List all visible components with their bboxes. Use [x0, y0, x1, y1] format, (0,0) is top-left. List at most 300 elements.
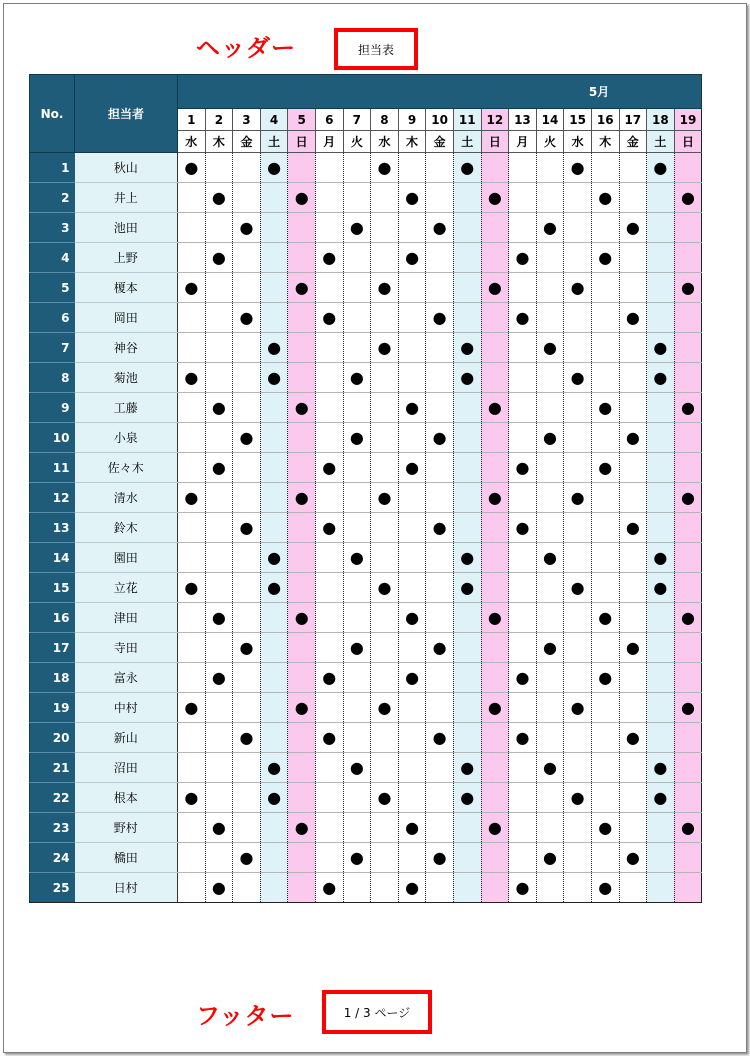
schedule-cell	[398, 783, 426, 813]
assignment-mark: ●	[570, 487, 585, 507]
schedule-cell	[343, 543, 371, 573]
schedule-cell	[288, 843, 316, 873]
schedule-cell	[453, 723, 481, 753]
schedule-cell	[233, 723, 261, 753]
schedule-cell	[178, 603, 206, 633]
schedule-cell	[647, 633, 675, 663]
schedule-cell	[233, 633, 261, 663]
table-row	[30, 513, 702, 543]
assignee-name: 菊池	[75, 363, 178, 393]
row-number: 25	[30, 873, 75, 903]
schedule-cell	[205, 453, 233, 483]
schedule-cell	[647, 753, 675, 783]
schedule-cell	[233, 573, 261, 603]
assignment-mark: ●	[405, 187, 420, 207]
schedule-cell	[315, 183, 343, 213]
schedule-cell	[674, 723, 702, 753]
schedule-cell	[233, 513, 261, 543]
schedule-cell	[371, 753, 399, 783]
schedule-cell	[398, 693, 426, 723]
assignment-mark: ●	[239, 427, 254, 447]
assignment-mark: ●	[267, 157, 282, 177]
schedule-cell	[288, 213, 316, 243]
weekday-header: 土	[647, 131, 675, 153]
assignment-mark: ●	[267, 787, 282, 807]
footer-text: 1 / 3 ページ	[343, 1005, 411, 1020]
schedule-cell	[647, 543, 675, 573]
schedule-cell	[288, 333, 316, 363]
row-number: 1	[30, 153, 75, 183]
assignment-mark: ●	[543, 217, 557, 237]
schedule-cell	[343, 783, 371, 813]
schedule-cell	[288, 183, 316, 213]
row-number: 4	[30, 243, 75, 273]
schedule-cell	[260, 663, 288, 693]
schedule-cell	[647, 783, 675, 813]
schedule-cell	[288, 783, 316, 813]
assignment-mark: ●	[294, 817, 309, 837]
schedule-cell	[481, 843, 509, 873]
table-row	[30, 273, 702, 303]
assignment-mark: ●	[598, 187, 613, 207]
schedule-cell	[647, 183, 675, 213]
assignment-mark: ●	[349, 757, 364, 777]
assignment-mark: ●	[598, 667, 613, 687]
schedule-cell	[343, 183, 371, 213]
assignment-mark: ●	[432, 427, 447, 447]
schedule-cell	[398, 303, 426, 333]
schedule-cell	[260, 573, 288, 603]
assignment-mark: ●	[681, 277, 695, 297]
assignee-name: 新山	[75, 723, 178, 753]
schedule-cell	[260, 213, 288, 243]
schedule-cell	[233, 753, 261, 783]
schedule-cell	[260, 783, 288, 813]
assignment-mark: ●	[487, 277, 502, 297]
schedule-cell	[260, 363, 288, 393]
schedule-cell	[288, 423, 316, 453]
schedule-cell	[398, 573, 426, 603]
schedule-cell	[674, 573, 702, 603]
weekday-header: 日	[481, 131, 509, 153]
schedule-cell	[426, 753, 454, 783]
schedule-cell	[315, 513, 343, 543]
schedule-cell	[674, 243, 702, 273]
schedule-cell	[315, 723, 343, 753]
schedule-cell	[647, 453, 675, 483]
schedule-cell	[564, 303, 592, 333]
assignment-mark: ●	[184, 577, 199, 597]
row-number: 2	[30, 183, 75, 213]
schedule-cell	[509, 693, 537, 723]
schedule-cell	[647, 303, 675, 333]
schedule-cell	[288, 813, 316, 843]
row-number: 14	[30, 543, 75, 573]
assignment-mark: ●	[543, 427, 557, 447]
schedule-cell	[564, 723, 592, 753]
row-number: 9	[30, 393, 75, 423]
schedule-cell	[591, 483, 619, 513]
row-number: 3	[30, 213, 75, 243]
schedule-cell	[426, 693, 454, 723]
schedule-cell	[426, 153, 454, 183]
schedule-cell	[647, 663, 675, 693]
schedule-cell	[315, 813, 343, 843]
schedule-cell	[674, 543, 702, 573]
schedule-cell	[591, 573, 619, 603]
row-number: 23	[30, 813, 75, 843]
schedule-cell	[536, 213, 564, 243]
schedule-cell	[674, 363, 702, 393]
schedule-cell	[315, 333, 343, 363]
day-number-header: 5	[288, 109, 316, 131]
schedule-cell	[178, 363, 206, 393]
weekday-header: 土	[260, 131, 288, 153]
schedule-cell	[260, 483, 288, 513]
assignment-mark: ●	[377, 337, 392, 357]
schedule-cell	[205, 813, 233, 843]
schedule-cell	[315, 243, 343, 273]
schedule-cell	[481, 393, 509, 423]
schedule-cell	[564, 423, 592, 453]
schedule-cell	[619, 603, 647, 633]
schedule-cell	[536, 153, 564, 183]
assignee-name: 鈴木	[75, 513, 178, 543]
row-number: 22	[30, 783, 75, 813]
assignment-mark: ●	[211, 187, 226, 207]
schedule-cell	[371, 813, 399, 843]
schedule-cell	[343, 483, 371, 513]
day-number-header: 7	[343, 109, 371, 131]
schedule-cell	[426, 483, 454, 513]
schedule-cell	[674, 213, 702, 243]
weekday-header: 日	[288, 131, 316, 153]
assignee-name: 日村	[75, 873, 178, 903]
schedule-cell	[481, 333, 509, 363]
schedule-cell	[647, 483, 675, 513]
schedule-cell	[509, 513, 537, 543]
assignee-name: 野村	[75, 813, 178, 843]
schedule-cell	[453, 423, 481, 453]
assignment-mark: ●	[625, 517, 640, 537]
schedule-cell	[591, 333, 619, 363]
schedule-cell	[371, 543, 399, 573]
schedule-cell	[398, 243, 426, 273]
schedule-cell	[591, 453, 619, 483]
schedule-cell	[509, 483, 537, 513]
schedule-cell	[536, 603, 564, 633]
schedule-cell	[315, 393, 343, 423]
assignment-mark: ●	[184, 787, 199, 807]
schedule-cell	[619, 363, 647, 393]
schedule-cell	[674, 813, 702, 843]
schedule-cell	[536, 663, 564, 693]
schedule-cell	[591, 273, 619, 303]
schedule-cell	[178, 723, 206, 753]
assignment-mark: ●	[405, 607, 420, 627]
footer-callout-label: フッター	[196, 1002, 295, 1030]
assignment-mark: ●	[625, 307, 640, 327]
row-number: 24	[30, 843, 75, 873]
schedule-cell	[315, 693, 343, 723]
schedule-cell	[371, 153, 399, 183]
schedule-cell	[343, 873, 371, 903]
schedule-cell	[453, 663, 481, 693]
assignment-mark: ●	[349, 547, 364, 567]
schedule-cell	[205, 273, 233, 303]
schedule-cell	[288, 663, 316, 693]
assignment-mark: ●	[184, 157, 199, 177]
assignment-mark: ●	[598, 877, 613, 897]
schedule-cell	[426, 243, 454, 273]
schedule-cell	[343, 813, 371, 843]
table-row	[30, 843, 702, 873]
schedule-cell	[481, 663, 509, 693]
schedule-cell	[564, 483, 592, 513]
schedule-cell	[398, 633, 426, 663]
schedule-cell	[371, 453, 399, 483]
schedule-cell	[564, 813, 592, 843]
assignment-mark: ●	[543, 337, 557, 357]
schedule-cell	[426, 873, 454, 903]
schedule-cell	[205, 393, 233, 423]
row-number: 5	[30, 273, 75, 303]
schedule-cell	[591, 543, 619, 573]
schedule-cell	[288, 453, 316, 483]
schedule-cell	[509, 333, 537, 363]
assignment-mark: ●	[211, 397, 226, 417]
assignment-mark: ●	[377, 277, 392, 297]
schedule-cell	[481, 273, 509, 303]
assignment-mark: ●	[239, 847, 254, 867]
assignee-name: 上野	[75, 243, 178, 273]
schedule-cell	[426, 603, 454, 633]
table-row	[30, 153, 702, 183]
schedule-cell	[591, 213, 619, 243]
weekday-header: 月	[509, 131, 537, 153]
schedule-cell	[315, 873, 343, 903]
schedule-cell	[233, 783, 261, 813]
schedule-cell	[343, 333, 371, 363]
schedule-cell	[398, 183, 426, 213]
table-row	[30, 363, 702, 393]
schedule-cell	[233, 543, 261, 573]
schedule-cell	[371, 483, 399, 513]
schedule-cell	[426, 723, 454, 753]
schedule-cell	[205, 873, 233, 903]
schedule-cell	[343, 303, 371, 333]
schedule-cell	[371, 303, 399, 333]
header-callout-label: ヘッダー	[196, 34, 296, 62]
schedule-cell	[260, 303, 288, 333]
schedule-cell	[260, 633, 288, 663]
assignment-mark: ●	[239, 727, 254, 747]
schedule-cell	[205, 783, 233, 813]
row-number: 7	[30, 333, 75, 363]
assignment-mark: ●	[515, 247, 530, 267]
schedule-cell	[288, 483, 316, 513]
table-row	[30, 663, 702, 693]
assignment-mark: ●	[653, 757, 668, 777]
schedule-cell	[509, 243, 537, 273]
assignment-mark: ●	[625, 847, 640, 867]
schedule-cell	[564, 513, 592, 543]
schedule-cell	[398, 363, 426, 393]
schedule-cell	[481, 753, 509, 783]
schedule-cell	[453, 693, 481, 723]
assignment-mark: ●	[377, 787, 392, 807]
assignment-mark: ●	[681, 187, 695, 207]
assignment-mark: ●	[405, 667, 420, 687]
schedule-cell	[178, 453, 206, 483]
schedule-cell	[509, 813, 537, 843]
schedule-cell	[315, 153, 343, 183]
schedule-cell	[509, 393, 537, 423]
weekday-header: 木	[205, 131, 233, 153]
schedule-cell	[591, 513, 619, 543]
schedule-cell	[260, 273, 288, 303]
schedule-cell	[371, 693, 399, 723]
schedule-cell	[647, 513, 675, 543]
schedule-cell	[564, 363, 592, 393]
day-number-header: 19	[674, 109, 702, 131]
schedule-cell	[178, 213, 206, 243]
schedule-cell	[205, 423, 233, 453]
assignment-mark: ●	[653, 787, 668, 807]
schedule-cell	[398, 483, 426, 513]
schedule-cell	[260, 543, 288, 573]
schedule-cell	[315, 423, 343, 453]
schedule-cell	[371, 333, 399, 363]
day-number-header: 16	[591, 109, 619, 131]
schedule-cell	[509, 363, 537, 393]
schedule-cell	[233, 663, 261, 693]
schedule-cell	[481, 153, 509, 183]
schedule-cell	[398, 873, 426, 903]
schedule-table	[29, 74, 702, 903]
assignment-mark: ●	[515, 667, 530, 687]
weekday-header: 水	[178, 131, 206, 153]
schedule-cell	[564, 183, 592, 213]
schedule-cell	[674, 663, 702, 693]
schedule-cell	[426, 213, 454, 243]
schedule-cell	[619, 723, 647, 753]
schedule-cell	[315, 633, 343, 663]
schedule-cell	[260, 153, 288, 183]
schedule-cell	[509, 423, 537, 453]
assignment-mark: ●	[294, 487, 309, 507]
schedule-cell	[178, 783, 206, 813]
schedule-cell	[564, 693, 592, 723]
schedule-cell	[564, 633, 592, 663]
assignee-name: 沼田	[75, 753, 178, 783]
schedule-cell	[178, 573, 206, 603]
schedule-cell	[536, 183, 564, 213]
assignment-mark: ●	[570, 277, 585, 297]
schedule-cell	[481, 783, 509, 813]
table-row	[30, 693, 702, 723]
assignment-mark: ●	[432, 307, 447, 327]
schedule-cell	[178, 333, 206, 363]
schedule-cell	[260, 183, 288, 213]
assignment-mark: ●	[653, 577, 668, 597]
table-row	[30, 393, 702, 423]
schedule-cell	[398, 393, 426, 423]
day-number-header: 3	[233, 109, 261, 131]
schedule-cell	[481, 243, 509, 273]
assignment-mark: ●	[349, 217, 364, 237]
schedule-cell	[426, 453, 454, 483]
assignment-mark: ●	[515, 307, 530, 327]
schedule-cell	[619, 423, 647, 453]
assignee-name: 榎本	[75, 273, 178, 303]
schedule-cell	[481, 633, 509, 663]
schedule-cell	[481, 873, 509, 903]
schedule-cell	[453, 513, 481, 543]
schedule-cell	[343, 753, 371, 783]
schedule-cell	[288, 363, 316, 393]
schedule-cell	[398, 543, 426, 573]
assignment-mark: ●	[432, 847, 447, 867]
schedule-cell	[178, 483, 206, 513]
schedule-cell	[371, 663, 399, 693]
schedule-cell	[591, 723, 619, 753]
assignment-mark: ●	[598, 247, 613, 267]
assignment-mark: ●	[625, 427, 640, 447]
schedule-cell	[178, 513, 206, 543]
schedule-cell	[536, 693, 564, 723]
schedule-cell	[564, 573, 592, 603]
row-number: 13	[30, 513, 75, 543]
assignment-mark: ●	[543, 547, 557, 567]
assignment-mark: ●	[349, 847, 364, 867]
assignment-mark: ●	[267, 547, 282, 567]
schedule-cell	[674, 783, 702, 813]
assignment-mark: ●	[184, 487, 199, 507]
assignment-mark: ●	[681, 397, 695, 417]
schedule-cell	[178, 153, 206, 183]
schedule-cell	[398, 813, 426, 843]
schedule-cell	[398, 423, 426, 453]
schedule-cell	[343, 693, 371, 723]
table-row	[30, 453, 702, 483]
schedule-cell	[260, 423, 288, 453]
schedule-cell	[205, 603, 233, 633]
schedule-cell	[453, 483, 481, 513]
schedule-cell	[481, 603, 509, 633]
schedule-cell	[178, 663, 206, 693]
schedule-cell	[564, 663, 592, 693]
assignment-mark: ●	[543, 637, 557, 657]
assignment-mark: ●	[432, 217, 447, 237]
schedule-cell	[371, 723, 399, 753]
schedule-cell	[481, 813, 509, 843]
schedule-cell	[509, 603, 537, 633]
schedule-cell	[481, 693, 509, 723]
schedule-cell	[453, 873, 481, 903]
assignment-mark: ●	[487, 607, 502, 627]
assignee-name: 工藤	[75, 393, 178, 423]
table-row	[30, 573, 702, 603]
schedule-cell	[564, 213, 592, 243]
assignment-mark: ●	[515, 517, 530, 537]
schedule-cell	[343, 843, 371, 873]
assignee-name: 岡田	[75, 303, 178, 333]
weekday-header: 水	[371, 131, 399, 153]
schedule-cell	[233, 873, 261, 903]
schedule-cell	[647, 243, 675, 273]
assignment-mark: ●	[681, 607, 695, 627]
